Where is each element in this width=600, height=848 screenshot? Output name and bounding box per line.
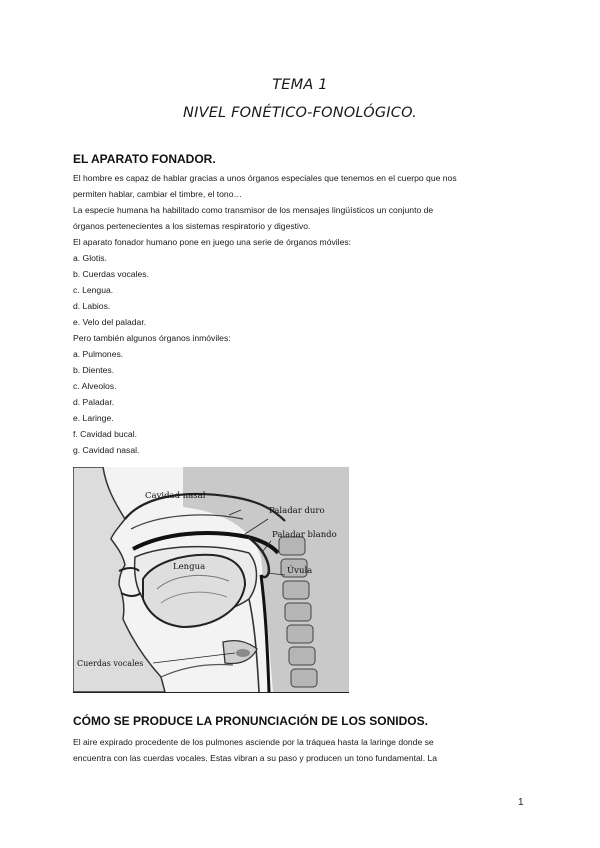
- paragraph-line: El aparato fonador humano pone en juego una serie de órganos móviles:: [73, 237, 352, 247]
- label-cavidad-nasal: Cavidad nasal: [145, 491, 206, 501]
- section-heading-pronunciacion: CÓMO SE PRODUCE LA PRONUNCIACIÓN DE LOS SONIDOS.: [73, 714, 428, 728]
- section-body-pronunciacion: [73, 734, 533, 766]
- label-cuerdas-vocales: Cuerdas vocales: [77, 659, 144, 668]
- label-paladar-blando: Paladar blando: [272, 530, 337, 540]
- list-item: b. Dientes.: [73, 365, 115, 375]
- vocal-tract-illustration: [73, 467, 349, 692]
- paragraph-line: permiten hablar, cambiar el timbre, el tono…: [73, 189, 243, 199]
- list-item: e. Laringe.: [73, 413, 114, 423]
- paragraph-line: Pero también algunos órganos inmóviles:: [73, 333, 231, 343]
- list-item: b. Cuerdas vocales.: [73, 269, 149, 279]
- paragraph-line: encuentra con las cuerdas vocales. Estas vibran a su paso y producen un tono fundamental. La: [73, 753, 438, 763]
- section-heading-aparato-fonador: EL APARATO FONADOR.: [73, 152, 216, 166]
- list-item: e. Velo del paladar.: [73, 317, 147, 327]
- paragraph-line: El aire expirado procedente de los pulmones asciende por la tráquea hasta la laringe donde se: [73, 737, 434, 747]
- label-uvula: Úvula: [287, 566, 313, 576]
- paragraph-line: La especie humana ha habilitado como transmisor de los mensajes lingüísticos un conjunto de: [73, 205, 434, 215]
- label-paladar-duro: Paladar duro: [269, 506, 325, 516]
- list-item: c. Lengua.: [73, 285, 114, 295]
- list-item: d. Labios.: [73, 301, 111, 311]
- list-item: a. Glotis.: [73, 253, 107, 263]
- paragraph-line: órganos pertenecientes a los sistemas respiratorio y digestivo.: [73, 221, 311, 231]
- title-line-2: NIVEL FONÉTICO-FONOLÓGICO.: [183, 105, 417, 121]
- label-lengua: Lengua: [173, 562, 206, 572]
- list-item: d. Paladar.: [73, 397, 115, 407]
- list-item: c. Alveolos.: [73, 381, 117, 391]
- figure-baseline: [73, 692, 349, 693]
- section-body-aparato-fonador: [73, 170, 533, 458]
- title-line-1: TEMA 1: [272, 77, 328, 93]
- list-item: g. Cavidad nasal.: [73, 445, 140, 455]
- list-item: f. Cavidad bucal.: [73, 429, 138, 439]
- vocal-tract-diagram: [73, 467, 349, 692]
- list-item: a. Pulmones.: [73, 349, 124, 359]
- paragraph-line: El hombre es capaz de hablar gracias a unos órganos especiales que tenemos en el cuerpo que nos: [73, 173, 457, 183]
- page-number: 1: [518, 797, 524, 808]
